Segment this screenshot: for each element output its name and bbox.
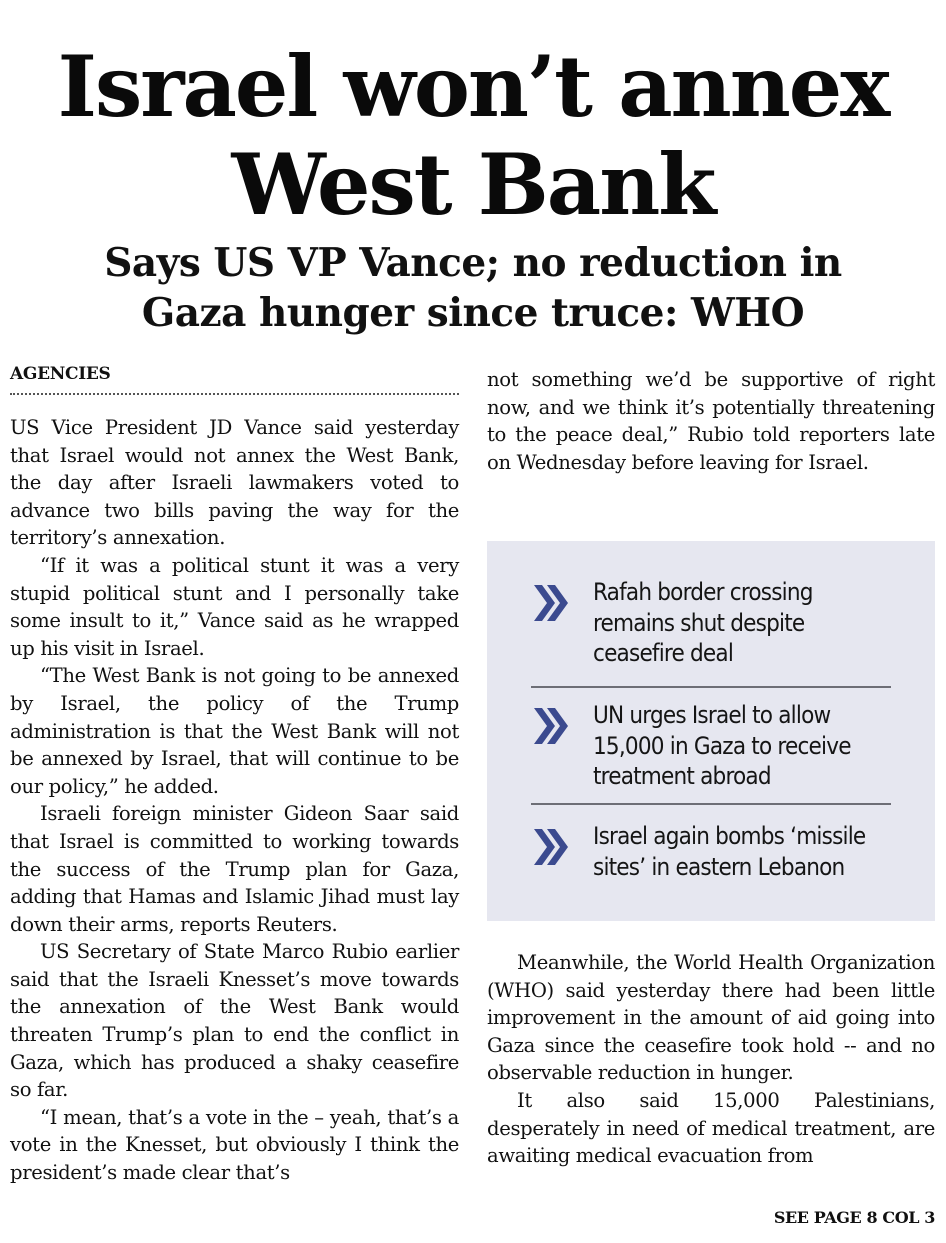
highlight-line: 15,000 in Gaza to receive [593, 731, 851, 760]
paragraph: “If it was a political stunt it was a very stupid political stunt and I personally take some insult to it,” Vance said as he wrapped up his visit in Israel. [10, 553, 459, 660]
highlight-line: treatment abroad [593, 762, 771, 790]
divider [531, 803, 891, 805]
highlights-box [487, 541, 935, 921]
highlight-item[interactable] [531, 700, 891, 792]
subheadline-line-1: Says US VP Vance; no reduction in [104, 240, 842, 286]
subheadline-line-2: Gaza hunger since truce: WHO [141, 290, 805, 336]
highlight-item[interactable] [531, 821, 891, 882]
right-column-top [487, 366, 935, 476]
double-chevron-right-icon [531, 581, 571, 625]
paragraph: “The West Bank is not going to be annexed by Israel, the policy of the Trump administration is that the West Bank will not be annexed by Israel, that will continue to be our policy,” he added. [10, 664, 459, 798]
divider [531, 686, 891, 688]
highlight-line: Israel again bombs ‘missile [593, 822, 866, 850]
highlight-text [593, 700, 851, 792]
paragraph: US Secretary of State Marco Rubio earlier said that the Israeli Knesset’s move towards the annexation of the West Bank would threaten Trump’s plan to end the conflict in Gaza, which has produced a shaky ceasefire so far. [10, 940, 459, 1102]
right-column-bottom [487, 949, 935, 1170]
continuation-jump-line[interactable]: SEE PAGE 8 COL 3 [773, 1208, 935, 1227]
highlight-line: Rafah border crossing [593, 578, 813, 606]
subheadline [0, 238, 946, 338]
double-chevron-right-icon [531, 825, 571, 869]
paragraph: Meanwhile, the World Health Organization (WHO) said yesterday there had been little improvement in the amount of aid going into Gaza since the ceasefire took hold -- and no observable reduction in hunger. [487, 951, 935, 1085]
headline-line-1: Israel won’t annex [57, 37, 889, 136]
highlight-text [593, 821, 865, 882]
paragraph: It also said 15,000 Palestinians, desperately in need of medical treatment, are awaiting medical evacuation from [487, 1088, 935, 1168]
highlight-text [593, 577, 813, 669]
paragraph: Israeli foreign minister Gideon Saar said that Israel is committed to working towards the success of the Trump plan for Gaza, adding that Hamas and Islamic Jihad must lay down their arms, reports Reuters. [10, 802, 459, 936]
highlight-line: UN urges Israel to allow [593, 701, 831, 729]
highlight-item[interactable] [531, 577, 891, 669]
paragraph: “I mean, that’s a vote in the – yeah, that’s a vote in the Knesset, but obviously I think the president’s made clear that’s [10, 1105, 459, 1185]
paragraph: not something we’d be supportive of right now, and we think it’s potentially threatening to the peace deal,” Rubio told reporters late on Wednesday before leaving for Israel. [487, 368, 935, 474]
byline: AGENCIES [10, 364, 459, 395]
paragraph: US Vice President JD Vance said yesterday that Israel would not annex the West Bank, the day after Israeli lawmakers voted to advance two bills paving the way for the territory’s annexation. [10, 416, 459, 550]
highlight-line: sites’ in eastern Lebanon [593, 852, 845, 881]
highlight-line: remains shut despite [593, 608, 805, 637]
highlight-line: ceasefire deal [593, 639, 734, 667]
headline-line-2: West Bank [231, 135, 715, 234]
headline [0, 38, 946, 234]
double-chevron-right-icon [531, 704, 571, 748]
left-column [10, 414, 459, 1187]
